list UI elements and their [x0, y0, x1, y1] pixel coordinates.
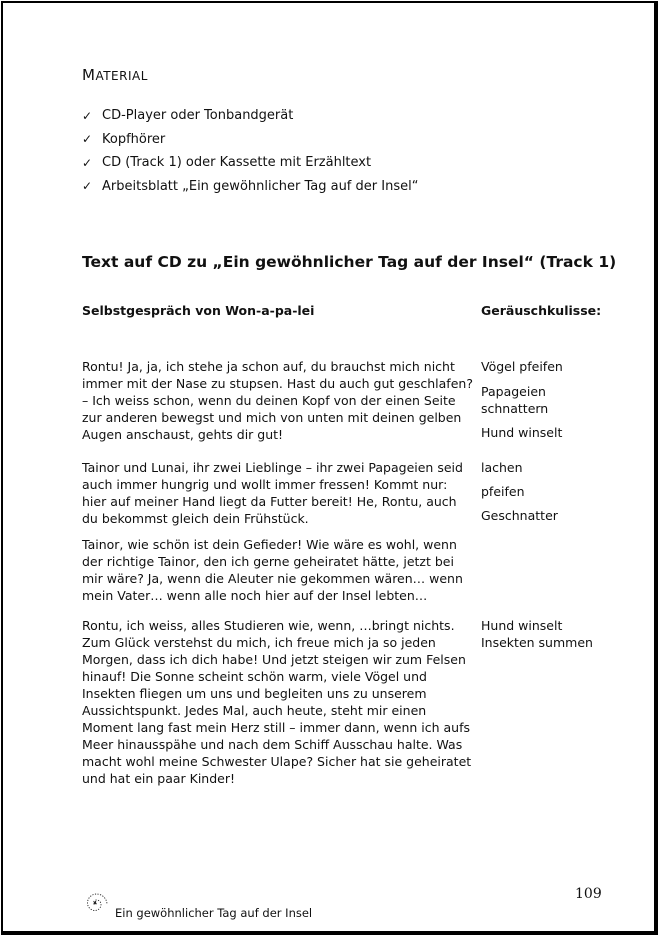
sound-cue: Papageien — [481, 384, 546, 399]
page-number: 109 — [575, 886, 602, 902]
section-title: Text auf CD zu „Ein gewöhnlicher Tag auf der Insel“ (Track 1) — [82, 253, 617, 271]
paragraph: Tainor und Lunai, ihr zwei Lieblinge – ihr zwei Papageien seid auch immer hungrig und wollt immer fressen! Kommt nur: hier auf meiner Hand liegt da Futter bereit! He, Rontu, auch du bekommst gleich dein Frühstück. — [82, 460, 463, 526]
column-heading-sounds: Geräuschkulisse: — [481, 303, 602, 318]
checkmark-icon: ✓ — [82, 179, 93, 194]
spiral-icon — [80, 888, 110, 918]
sound-cue: pfeifen — [481, 484, 525, 499]
list-item: ✓ CD-Player oder Tonbandgerät — [82, 108, 294, 124]
paragraph: Tainor, wie schön ist dein Gefieder! Wie wäre es wohl, wenn der richtige Tainor, den ich gerne geheiratet hätte, jetzt bei mir wäre? Ja, wenn die Aleuter nie gekommen wären… wenn mein Vater… wenn alle noch hier auf der Insel lebten… — [82, 537, 463, 603]
footer-title: Ein gewöhnlicher Tag auf der Insel — [115, 906, 313, 920]
material-heading: MATERIAL — [82, 66, 148, 84]
list-item: ✓ Arbeitsblatt „Ein gewöhnlicher Tag auf der Insel“ — [82, 178, 419, 194]
sound-cue: Hund winselt — [481, 618, 563, 633]
sound-cue: schnattern — [481, 401, 549, 416]
sound-cue: Geschnatter — [481, 508, 558, 523]
paragraph: Rontu! Ja, ja, ich stehe ja schon auf, du brauchst mich nicht immer mit der Nase zu stupsen. Hast du auch gut geschlafen? – Ich weiss schon, wenn du deinen Kopf von der einen Seite zur anderen bewegst und mich von unten mit deinen gelben Augen anschaust, gehts dir gut! — [82, 359, 473, 442]
column-heading-monologue: Selbstgespräch von Won-a-pa-lei — [82, 303, 315, 318]
material-list — [82, 104, 418, 198]
sound-cue: Insekten summen — [481, 635, 593, 650]
checkmark-icon: ✓ — [82, 132, 93, 147]
paragraph: Rontu, ich weiss, alles Studieren wie, wenn, …bringt nichts. Zum Glück verstehst du mich, ich freue mich ja so jeden Morgen, dass ich dich habe! Und jetzt steigen wir zum Felsen hinauf! Die Sonne scheint schön warm, viele Vögel und Insekten fliegen um uns und begleiten uns zu unserem Aussichtspunkt. Jedes Mal, auch heute, steht mir einen Moment lang fast mein Herz still – immer dann, wenn ich aufs Meer hinausspähe und nach dem Schiff Ausschau halte. Was macht wohl meine Schwester Ulape? Sicher hat sie geheiratet und hat ein paar Kinder! — [82, 618, 472, 786]
list-item: ✓ CD (Track 1) oder Kassette mit Erzähltext — [82, 155, 372, 171]
sound-cue: Hund winselt — [481, 425, 563, 440]
list-item: ✓ Kopfhörer — [82, 131, 166, 147]
checkmark-icon: ✓ — [82, 155, 93, 170]
sound-cue: Vögel pfeifen — [481, 359, 563, 374]
sound-cue: lachen — [481, 460, 523, 475]
checkmark-icon: ✓ — [82, 108, 93, 123]
